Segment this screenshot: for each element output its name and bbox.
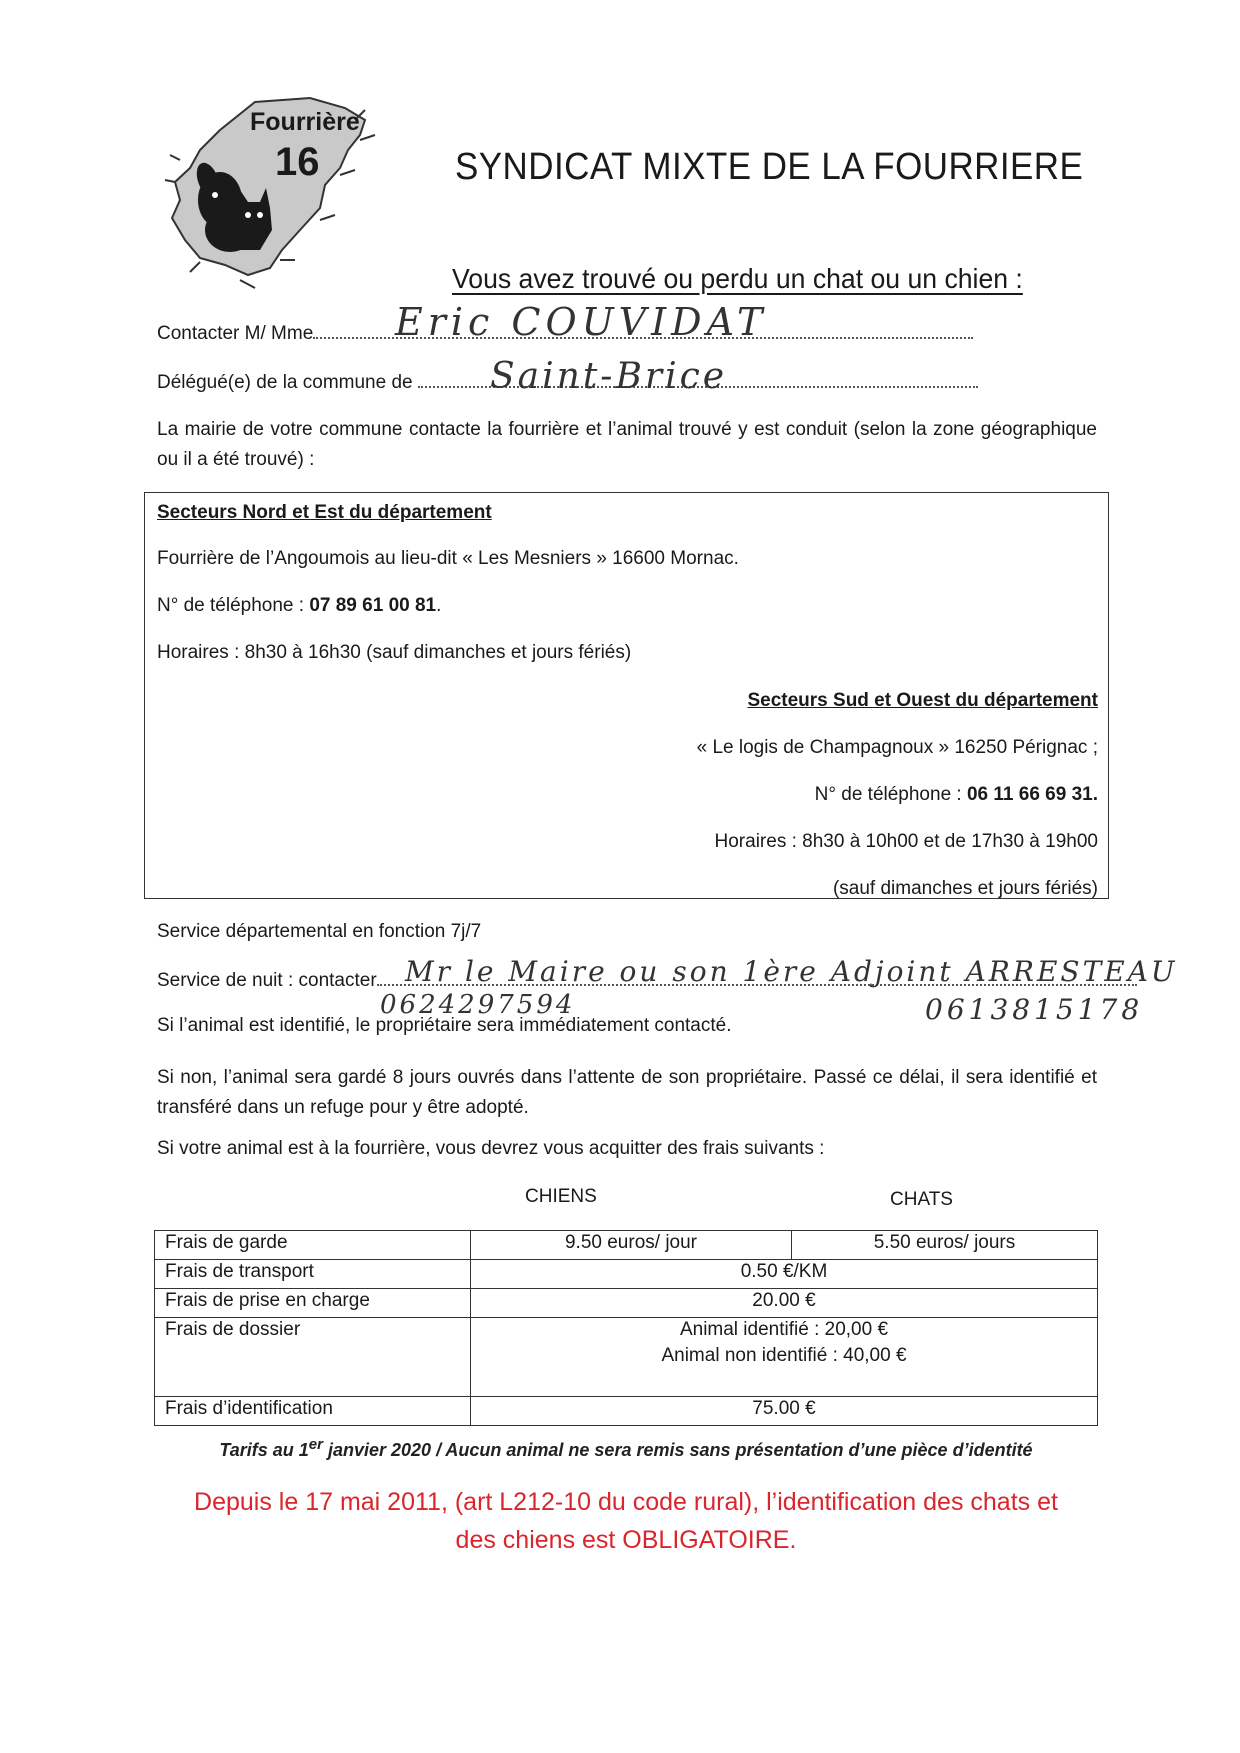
north-phone: 07 89 61 00 81 [309, 595, 437, 616]
fee-value: 20.00 € [471, 1289, 1098, 1318]
fee-value [471, 1318, 1098, 1397]
fees-table [154, 1230, 1098, 1426]
south-address: « Le logis de Champagnoux » 16250 Pérignac ; [696, 737, 1098, 758]
south-heading: Secteurs Sud et Ouest du département [747, 690, 1098, 711]
logo-text-16: 16 [275, 140, 320, 184]
north-phone-line [157, 595, 441, 617]
page-title: SYNDICAT MIXTE DE LA FOURRIERE [455, 146, 1084, 188]
delegue-handwritten-value: Saint-Brice [490, 356, 728, 397]
mandatory-identification-notice [154, 1483, 1098, 1559]
column-header-dogs: CHIENS [525, 1186, 597, 1207]
intro-paragraph: La mairie de votre commune contacte la fourrière et l’animal trouvé y est conduit (selon la zone géographique ou il a été trouvé) : [157, 419, 1097, 470]
fee-label: Frais de transport [155, 1260, 471, 1289]
notice-line-2: des chiens est OBLIGATOIRE. [455, 1526, 797, 1554]
north-phone-label: N° de téléphone : [157, 595, 310, 616]
logo-text-fourriere: Fourrière [250, 108, 360, 136]
not-identified-text: Si non, l’animal sera gardé 8 jours ouvrés dans l’attente de son propriétaire. Passé ce délai, il sera identifié et transféré dans un refuge pour y être adopté. [157, 1067, 1097, 1118]
page-subtitle: Vous avez trouvé ou perdu un chat ou un chien : [452, 263, 1023, 294]
fees-intro-text: Si votre animal est à la fourrière, vous devrez vous acquitter des frais suivants : [157, 1138, 825, 1159]
note-superscript: er [308, 1436, 323, 1453]
night-service-label: Service de nuit : contacter [157, 970, 377, 991]
fee-value: 75.00 € [471, 1397, 1098, 1426]
south-phone: 06 11 66 69 31. [966, 784, 1098, 805]
dossier-identified: Animal identifié : 20,00 € [679, 1319, 889, 1340]
dossier-not-identified: Animal non identifié : 40,00 € [661, 1345, 907, 1366]
fee-value-dogs: 9.50 euros/ jour [471, 1231, 792, 1260]
fee-value-cats: 5.50 euros/ jours [792, 1231, 1098, 1260]
north-phone-end: . [436, 595, 442, 616]
delegue-label: Délégué(e) de la commune de [157, 372, 418, 393]
contact-label: Contacter M/ Mme [157, 323, 314, 344]
south-hours-note: (sauf dimanches et jours fériés) [832, 878, 1098, 899]
table-row [155, 1231, 1098, 1260]
table-row [155, 1289, 1098, 1318]
night-handwritten-contact: Mr le Maire ou son 1ère Adjoint ARRESTEAU [405, 955, 1178, 988]
fee-label: Frais de garde [155, 1231, 471, 1260]
night-handwritten-phone-2: 0613815178 [925, 993, 1144, 1026]
department-service-text: Service départemental en fonction 7j/7 [157, 921, 482, 942]
north-address: Fourrière de l’Angoumois au lieu-dit « Les Mesniers » 16600 Mornac. [157, 548, 739, 569]
south-phone-line [815, 784, 1098, 806]
notice-line-1: Depuis le 17 mai 2011, (art L212-10 du code rural), l’identification des chats et [194, 1488, 1058, 1516]
fee-label: Frais d’identification [155, 1397, 471, 1426]
south-hours: Horaires : 8h30 à 10h00 et de 17h30 à 19h00 [714, 831, 1098, 852]
note-prefix: Tarifs au 1 [219, 1440, 309, 1460]
table-row [155, 1318, 1098, 1397]
fee-value: 0.50 €/KM [471, 1260, 1098, 1289]
table-row [155, 1260, 1098, 1289]
note-suffix: janvier 2020 / Aucun animal ne sera remis sans présentation d’une pièce d’identité [322, 1440, 1033, 1460]
north-hours: Horaires : 8h30 à 16h30 (sauf dimanches et jours fériés) [157, 642, 632, 663]
north-heading: Secteurs Nord et Est du département [157, 502, 492, 523]
column-header-cats: CHATS [890, 1189, 953, 1210]
south-phone-label: N° de téléphone : [814, 784, 967, 805]
fee-label: Frais de prise en charge [155, 1289, 471, 1318]
identified-text: Si l’animal est identifié, le propriétaire sera immédiatement contacté. [157, 1015, 732, 1036]
tariffs-note [154, 1436, 1098, 1461]
fee-label: Frais de dossier [155, 1318, 471, 1397]
contact-handwritten-value: Eric COUVIDAT [395, 300, 768, 344]
night-handwritten-phone-1: 0624297594 [380, 990, 576, 1020]
table-row [155, 1397, 1098, 1426]
